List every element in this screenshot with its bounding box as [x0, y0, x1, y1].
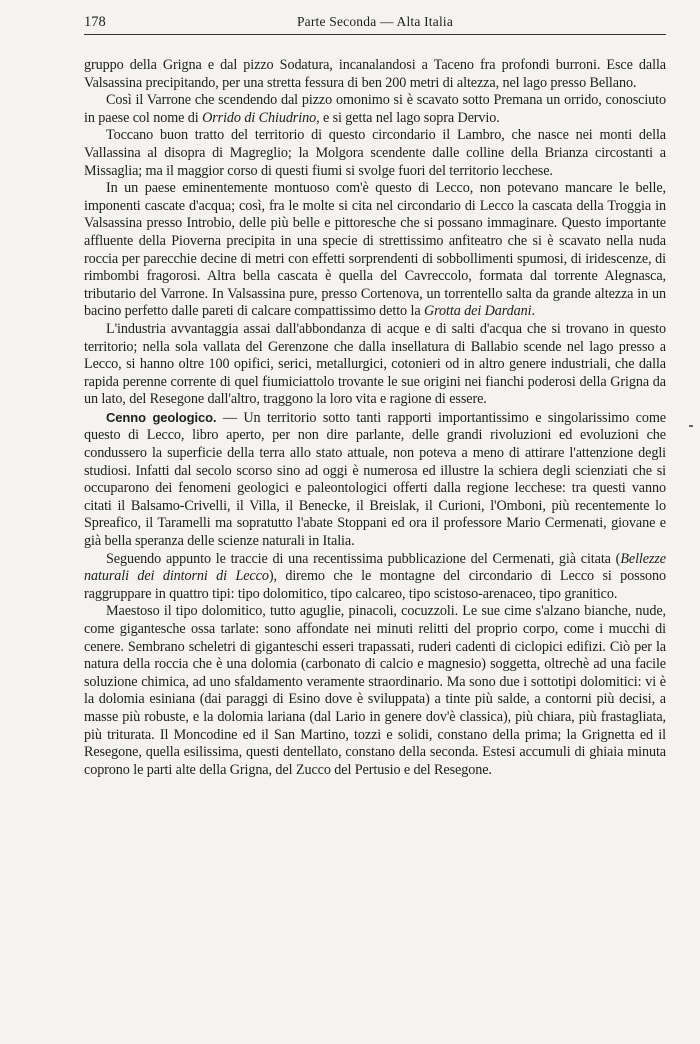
- paragraph: [84, 57, 666, 92]
- paragraph-text: Maestoso il tipo dolomitico, tutto aguglie, pinacoli, cocuzzoli. Le sue cime s'alzano bianche, nude, come gigantesche ossa tarlate: sono affondate nei minuti relitti del proprio corpo, come i mucchi di cenere. Sembrano scheletri di giganteschi esseri trapassati, ruderi cadenti di ciclopici edifizi. Ciò per la natura della roccia che è una dolomia (carbonato di calcio e magnesio) soggetta, oltrechè ad una facile soluzione chimica, ad uno sfaldamento veramente straordinario. Ma sono due i sottotipi dolomitici: vi è la dolomia esiniana (dai paraggi di Esino dove è sviluppata) a tinte più salde, a contorni più decisi, a masse più robuste, e la dolomia lariana (dal Lario in genere dov'è classica), più chiara, più frastagliata, più triturata. Il Moncodine ed il San Martino, tozzi e solidi, constano della prima; la Grignetta ed il Resegone, quella esilissima, questi dentellato, constano della seconda. Estesi accumuli di ghiaia minuta coprono le parti alte della Grigna, del Zucco del Pertusio e del Resegone.: [84, 603, 666, 778]
- running-head: [84, 12, 666, 32]
- paragraph: [84, 603, 666, 779]
- page: [84, 12, 666, 779]
- body-text: [84, 57, 666, 779]
- italic-title: Grotta dei Dardani: [423, 303, 532, 320]
- paragraph: [84, 409, 666, 551]
- paragraph: [84, 92, 666, 127]
- paragraph-text: ), diremo che le montagne del circondario di Lecco si possono raggruppare in quattro tipi: tipo dolomitico, tipo calcareo, tipo scistoso-arenaceo, tipo granitico.: [84, 568, 666, 602]
- paragraph-text: L'industria avvantaggia assai dall'abbondanza di acque e di salti d'acqua che si trovano in questo territorio; nella sola vallata del Gerenzone che dalla insellatura di Ballabio scende nel lago presso a Lecco, si hanno oltre 100 opifici, serici, metallurgici, cotonieri od in altro genere industriali, che dalla rapida perenne corrente di quel fiumiciattolo trovante le sue origini nei fianchi poderosi della Grigna da un lato, del Resegone dall'altro, traggono la loro vita e ragione di essere.: [84, 320, 666, 408]
- paragraph-text: Seguendo appunto le traccie di una recentissima pubblicazione del Cermenati, già citata (: [106, 550, 621, 567]
- paragraph: [84, 180, 666, 321]
- header-rule: [84, 34, 666, 35]
- paragraph-text: gruppo della Grigna e dal pizzo Sodatura, incanalandosi a Taceno fra profondi burroni. Esce dalla Valsassina precipitando, per una stretta fessura di ben 200 metri di altezza, nel lago presso Bellano.: [84, 57, 666, 91]
- margin-mark: [689, 425, 693, 427]
- paragraph-text: .: [531, 303, 535, 320]
- paragraph-text: , e si getta nel lago sopra Dervio.: [316, 109, 500, 126]
- italic-title: Bellezze naturali dei dintorni di Lecco: [84, 550, 666, 585]
- paragraph-text: Toccano buon tratto del territorio di questo circondario il Lambro, che nasce nei monti della Vallassina al disopra di Magreglio; la Molgora scendente dalle colline della Brianza circostanti a Missaglia; ma il maggior corso di questi fiumi si svolge fuori del territorio lecchese.: [84, 127, 666, 179]
- italic-title: Orrido di Chiudrino: [202, 109, 317, 126]
- page-number: 178: [84, 14, 106, 30]
- paragraph: [84, 127, 666, 180]
- paragraph-text: Così il Varrone che scendendo dal pizzo omonimo si è scavato sotto Premana un orrido, conosciuto in paese col nome di: [84, 92, 666, 126]
- paragraph: [84, 321, 666, 409]
- paragraph-text: — Un territorio sotto tanti rapporti importantissimo e singolarissimo come questo di Lecco, libro aperto, per non dire parlante, delle grandi rivoluzioni ed evoluzioni che condussero la superficie della terra allo stato attuale, non poteva a meno di attirare l'attenzione degli studiosi. Infatti dal secolo scorso sino ad oggi è numerosa ed illustre la schiera degli scienziati che si occuparono dei fenomeni geologici e paleontologici offerti dalla regione lecchese: tra questi vanno citati il Balsamo-Crivelli, il Villa, il Benecke, il Breislak, il Curioni, l'Omboni, più recentemente lo Spreafico, il Taramelli ma sopratutto l'abate Stoppani ed ora il professore Mario Cermenati, giovane e già bella speranza delle scienze naturali in Italia.: [84, 409, 666, 550]
- section-heading: Cenno geologico.: [106, 409, 217, 425]
- paragraph-text: In un paese eminentemente montuoso com'è questo di Lecco, non potevano mancare le belle, imponenti cascate d'acqua; così, fra le molte si cita nel circondario di Lecco la cascata della Troggia in Valsassina presso Introbio, delle più belle e pittoresche che si possano immaginare. Questo importante affluente della Pioverna precipita in una specie di strettissimo anfiteatro che si è scavato nella nuda roccia per parecchie decine di metri con effetti sorprendenti di sobbollimenti spumosi, di iridescenze, di rimbombi fragorosi. Altra bella cascata è quella del Cavreccolo, formata dal torrente Alegnasca, tributario del Varrone. In Valsassina pure, presso Cortenova, un torrentello salta da grande altezza in un bacino perfetto dalle pareti di calcare compattissimo detto la: [84, 180, 666, 320]
- running-title: Parte Seconda — Alta Italia: [296, 14, 454, 29]
- paragraph: [84, 551, 666, 604]
